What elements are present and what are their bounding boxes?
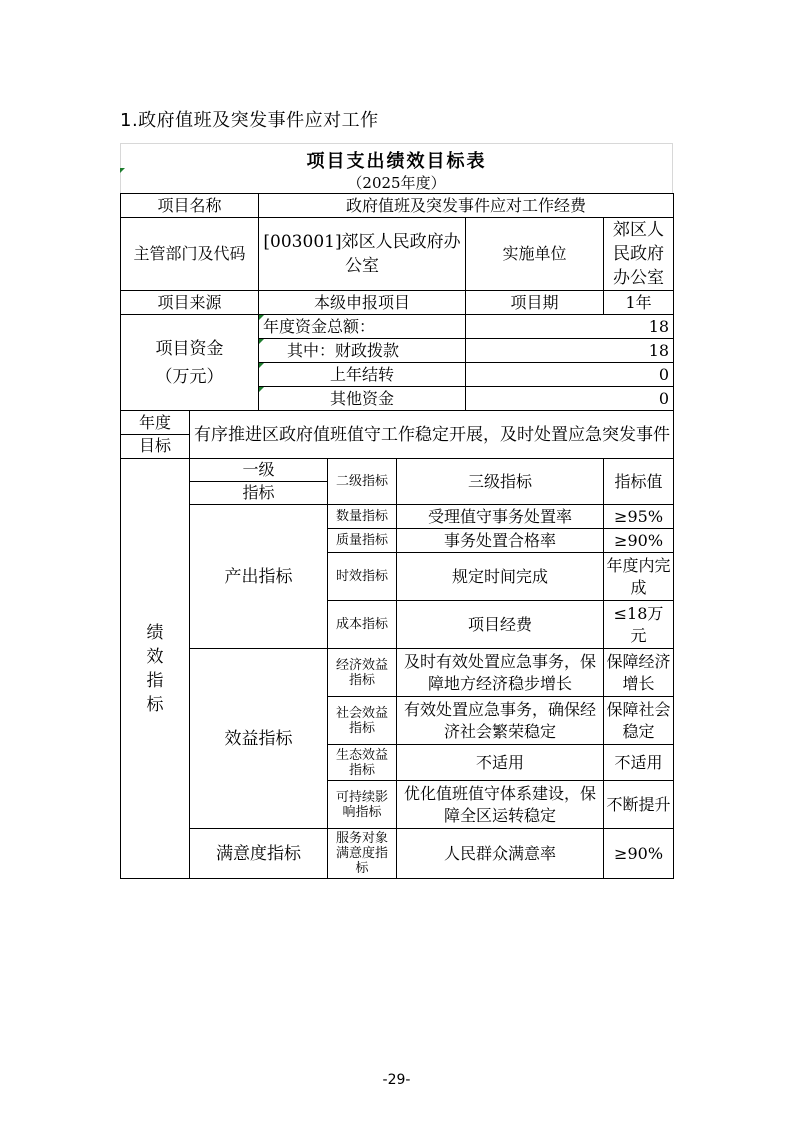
indicator-level3: 受理值守事务处置率	[397, 505, 604, 529]
row-department	[121, 218, 674, 291]
funds-total-value: 18	[466, 315, 674, 339]
dept-value: [003001]郊区人民政府办公室	[259, 218, 466, 291]
indicator-level3: 不适用	[397, 745, 604, 781]
page-number: -29-	[382, 1072, 411, 1088]
period-value: 1年	[604, 291, 674, 315]
cell-marker	[259, 363, 264, 368]
indicator-level2: 生态效益指标	[328, 745, 397, 781]
indicator-level2: 经济效益指标	[328, 649, 397, 697]
row-project-name	[121, 194, 674, 218]
row-indicator	[121, 505, 674, 529]
indicator-level2: 服务对象满意度指标	[328, 829, 397, 879]
project-name-value: 政府值班及突发事件应对工作经费	[259, 194, 674, 218]
cell-marker	[259, 339, 264, 344]
row-annual-goal	[121, 411, 674, 459]
performance-table	[120, 193, 674, 879]
cell-marker	[259, 387, 264, 392]
funds-fiscal-label: 其中：财政拨款	[259, 339, 466, 363]
indicators-label: 绩 效 指 标	[121, 459, 190, 879]
dept-label: 主管部门及代码	[121, 218, 259, 291]
funds-other-value: 0	[466, 387, 674, 411]
row-indicator	[121, 829, 674, 879]
annual-goal-text: 有序推进区政府值班值守工作稳定开展，及时处置应急突发事件	[190, 411, 674, 459]
indicator-value: 保障经济增长	[604, 649, 674, 697]
indicator-level3: 有效处置应急事务，确保经济社会繁荣稳定	[397, 697, 604, 745]
table-title: 项目支出绩效目标表	[306, 151, 487, 172]
funds-other-label: 其他资金	[259, 387, 466, 411]
source-label: 项目来源	[121, 291, 259, 315]
indicator-value: 不适用	[604, 745, 674, 781]
indicator-value: ≥90%	[604, 529, 674, 553]
output-label: 产出指标	[190, 505, 328, 649]
benefit-label: 效益指标	[190, 649, 328, 829]
annual-goal-label: 年度 目标	[121, 411, 190, 459]
indicator-value: ≤18万元	[604, 601, 674, 649]
performance-table-frame	[120, 143, 673, 883]
row-indicator	[121, 649, 674, 697]
row-indicator-header	[121, 459, 674, 505]
funds-fiscal-value: 18	[466, 339, 674, 363]
funds-label-line2: （万元）	[155, 366, 224, 387]
cell-marker	[259, 315, 264, 320]
header-value: 指标值	[604, 459, 674, 505]
satisfaction-label: 满意度指标	[190, 829, 328, 879]
indicator-value: 年度内完成	[604, 553, 674, 601]
section-heading: 1.政府值班及突发事件应对工作	[120, 110, 379, 131]
indicator-level3: 及时有效处置应急事务，保障地方经济稳步增长	[397, 649, 604, 697]
indicator-level3: 优化值班值守体系建设，保障全区运转稳定	[397, 781, 604, 829]
indicator-level2: 可持续影响指标	[328, 781, 397, 829]
header-level1: 一级 指标	[190, 459, 328, 505]
indicator-level3: 项目经费	[397, 601, 604, 649]
source-value: 本级申报项目	[259, 291, 466, 315]
header-level3: 三级指标	[397, 459, 604, 505]
header-level2: 二级指标	[328, 459, 397, 505]
indicator-level2: 质量指标	[328, 529, 397, 553]
indicator-level2: 时效指标	[328, 553, 397, 601]
funds-carryover-value: 0	[466, 363, 674, 387]
impl-label: 实施单位	[466, 218, 604, 291]
project-name-label: 项目名称	[121, 194, 259, 218]
indicator-value: 不断提升	[604, 781, 674, 829]
indicator-level2: 数量指标	[328, 505, 397, 529]
indicator-level3: 人民群众满意率	[397, 829, 604, 879]
indicator-value: ≥90%	[604, 829, 674, 879]
indicator-level3: 事务处置合格率	[397, 529, 604, 553]
funds-total-label: 年度资金总额：	[259, 315, 466, 339]
indicator-level2: 成本指标	[328, 601, 397, 649]
row-funds-total	[121, 315, 674, 339]
table-subtitle: （2025年度）	[347, 174, 446, 192]
row-source	[121, 291, 674, 315]
funds-label-line1: 项目资金	[155, 338, 224, 359]
impl-value: 郊区人民政府办公室	[604, 218, 674, 291]
funds-carryover-label: 上年结转	[259, 363, 466, 387]
period-label: 项目期	[466, 291, 604, 315]
funds-label	[121, 315, 259, 411]
indicator-level2: 社会效益指标	[328, 697, 397, 745]
cell-marker	[120, 168, 125, 173]
indicator-value: ≥95%	[604, 505, 674, 529]
indicator-value: 保障社会稳定	[604, 697, 674, 745]
indicator-level3: 规定时间完成	[397, 553, 604, 601]
